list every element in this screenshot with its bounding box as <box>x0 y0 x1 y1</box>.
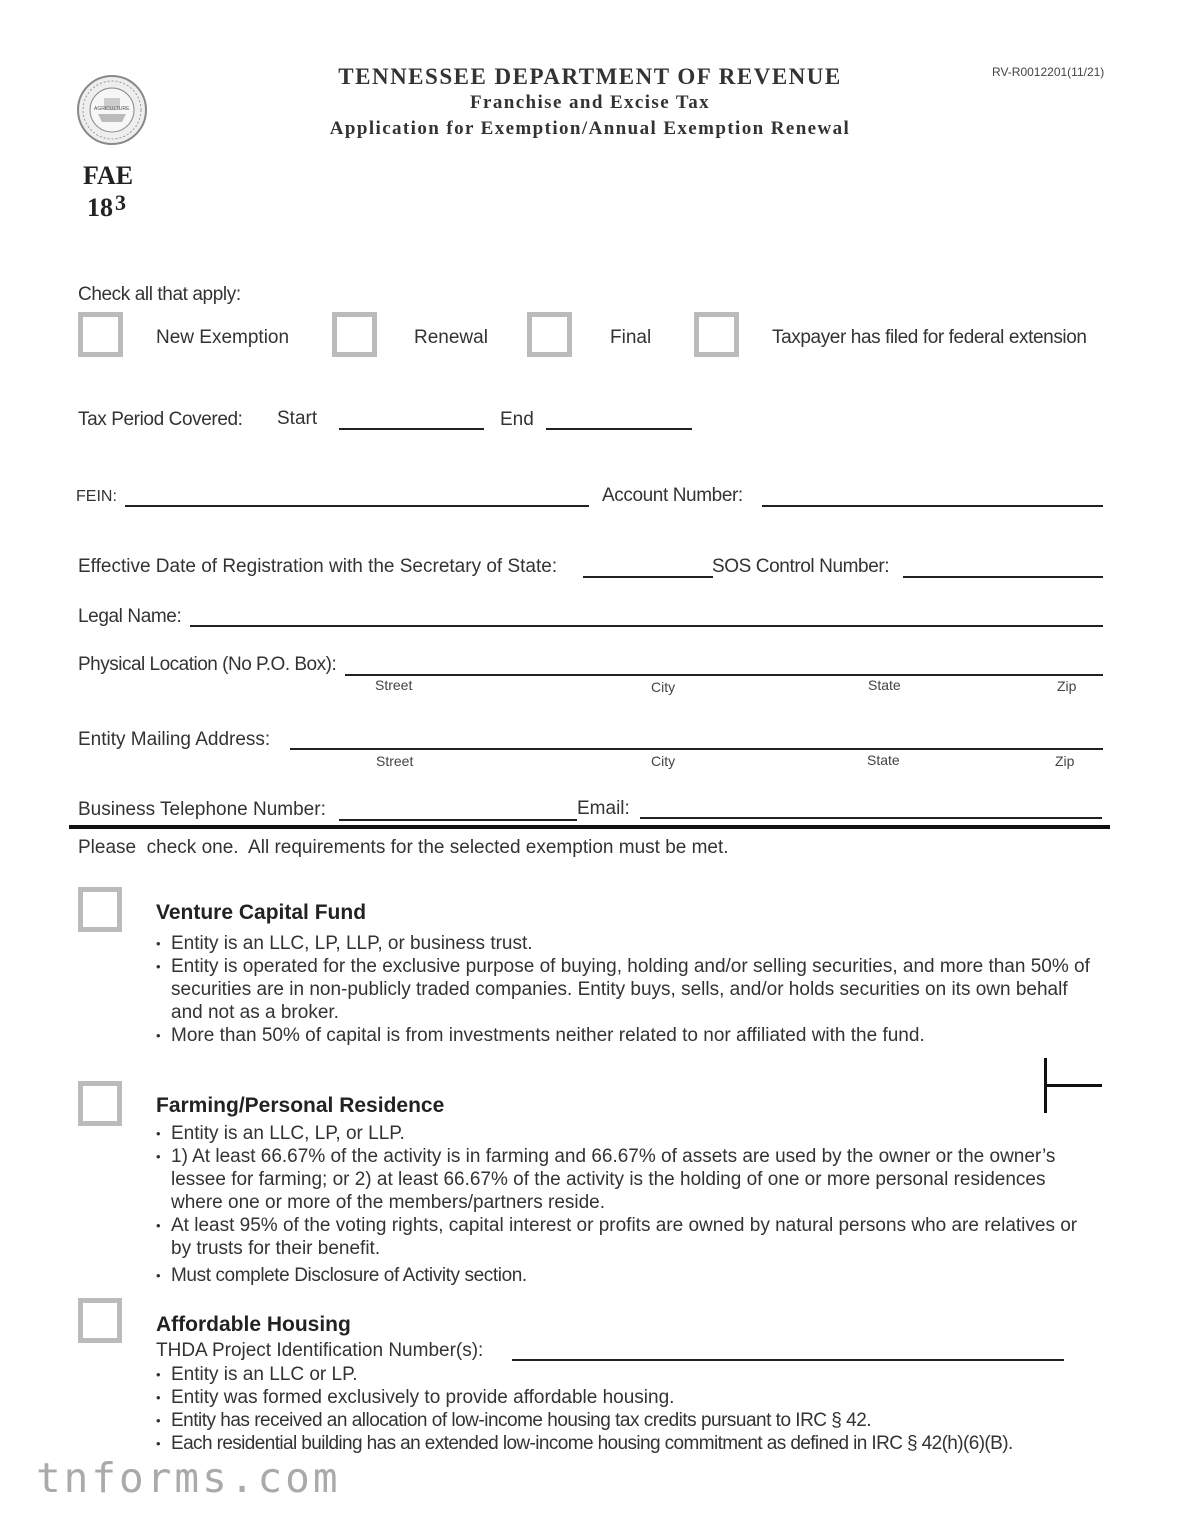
fein-label: FEIN: <box>76 488 117 505</box>
checkbox-affordable-housing[interactable] <box>78 1298 122 1343</box>
tax-period-start-field[interactable] <box>339 428 484 430</box>
option-renewal: Renewal <box>414 327 488 348</box>
checkbox-new-exemption[interactable] <box>78 312 123 357</box>
physical-location-label: Physical Location (No P.O. Box): <box>78 654 337 675</box>
venture-bullet: • Entity is operated for the exclusive purpose of buying, holding and/or selling securities, and more than 50% of securities are in non-publicly traded companies. Entity buys, sells, and/or holds securities on its own behalf and not as a broker. <box>156 955 1091 1024</box>
farming-residence-bullets <box>156 1122 1091 1287</box>
venture-bullet: • More than 50% of capital is from investments neither related to nor affiliated with the fund. <box>156 1024 1091 1047</box>
tax-period-label: Tax Period Covered: <box>78 409 243 430</box>
fein-field[interactable] <box>125 505 589 507</box>
registration-date-label: Effective Date of Registration with the Secretary of State: <box>78 556 558 577</box>
phone-field[interactable] <box>339 819 577 821</box>
form-code-sup: 3 <box>115 190 126 215</box>
form-code-line1: FAE <box>83 161 134 190</box>
crop-mark-horizontal <box>1044 1084 1102 1087</box>
registration-date-field[interactable] <box>583 576 713 578</box>
physical-location-field[interactable] <box>345 674 1103 676</box>
option-final: Final <box>610 327 652 348</box>
option-new-exemption: New Exemption <box>156 327 290 348</box>
affordable-housing-bullets <box>156 1363 1091 1455</box>
physical-street-caption: Street <box>375 677 413 693</box>
account-number-field[interactable] <box>762 505 1103 507</box>
farming-bullet: • Entity is an LLC, LP, or LLP. <box>156 1122 1091 1145</box>
housing-bullet: • Entity has received an allocation of low-income housing tax credits pursuant to IRC § 42. <box>156 1409 1091 1432</box>
tax-period-start-label: Start <box>277 408 318 429</box>
housing-bullet: • Entity was formed exclusively to provide affordable housing. <box>156 1386 1091 1409</box>
email-label: Email: <box>577 798 630 819</box>
venture-capital-title: Venture Capital Fund <box>156 901 367 924</box>
mailing-city-caption: City <box>651 753 676 769</box>
legal-name-label: Legal Name: <box>78 606 182 627</box>
affordable-housing-title: Affordable Housing <box>156 1313 351 1336</box>
seal-text: AGRICULTURE <box>94 106 130 112</box>
watermark: tnforms.com <box>36 1454 341 1502</box>
farming-residence-title: Farming/Personal Residence <box>156 1094 445 1117</box>
checkbox-final[interactable] <box>527 312 572 357</box>
housing-bullet: • Each residential building has an extended low-income housing commitment as defined in IRC § 42(h)(6)(B). <box>156 1432 1091 1455</box>
tax-period-end-field[interactable] <box>546 428 692 430</box>
mailing-address-label: Entity Mailing Address: <box>78 729 271 750</box>
section-divider <box>69 825 1110 829</box>
housing-bullet: • Entity is an LLC or LP. <box>156 1363 1091 1386</box>
checkbox-renewal[interactable] <box>332 312 377 357</box>
thda-field[interactable] <box>512 1359 1064 1361</box>
phone-label: Business Telephone Number: <box>78 799 326 820</box>
mailing-state-caption: State <box>867 752 900 768</box>
form-title: Application for Exemption/Annual Exemption Renewal <box>329 118 851 139</box>
sos-control-label: SOS Control Number: <box>712 556 890 577</box>
check-all-label: Check all that apply: <box>78 284 241 305</box>
checkbox-venture-capital[interactable] <box>78 887 122 932</box>
account-number-label: Account Number: <box>602 485 743 506</box>
form-subtitle: Franchise and Excise Tax <box>470 92 710 113</box>
venture-capital-bullets <box>156 932 1091 1047</box>
form-code-line2 <box>87 188 126 223</box>
venture-bullet: • Entity is an LLC, LP, LLP, or business trust. <box>156 932 1091 955</box>
form-number: RV-R0012201(11/21) <box>992 65 1105 79</box>
physical-zip-caption: Zip <box>1057 678 1077 694</box>
physical-city-caption: City <box>651 679 676 695</box>
thda-label: THDA Project Identification Number(s): <box>156 1340 484 1361</box>
form-code-number: 18 <box>87 193 113 222</box>
email-field[interactable] <box>640 817 1102 819</box>
mailing-street-caption: Street <box>376 753 414 769</box>
option-federal-extension: Taxpayer has filed for federal extension <box>772 327 1087 348</box>
checkbox-farming-residence[interactable] <box>78 1081 122 1126</box>
tax-period-end-label: End <box>500 409 534 430</box>
sos-control-field[interactable] <box>903 576 1103 578</box>
farming-bullet: • At least 95% of the voting rights, capital interest or profits are owned by natural persons who are relatives or by trusts for their benefit. <box>156 1214 1091 1260</box>
farming-bullet: • Must complete Disclosure of Activity section. <box>156 1264 1091 1287</box>
farming-bullet: • 1) At least 66.67% of the activity is in farming and 66.67% of assets are used by the owner or the owner’s lessee for farming; or 2) at least 66.67% of the activity is the holding of one or more personal residences where one or more of the members/partners reside. <box>156 1145 1091 1214</box>
mailing-zip-caption: Zip <box>1055 753 1075 769</box>
physical-state-caption: State <box>868 677 901 693</box>
agency-title: TENNESSEE DEPARTMENT OF REVENUE <box>338 64 842 89</box>
legal-name-field[interactable] <box>190 625 1103 627</box>
instructions: Please check one. All requirements for the selected exemption must be met. <box>78 837 729 858</box>
mailing-address-field[interactable] <box>290 748 1103 750</box>
checkbox-federal-extension[interactable] <box>694 312 739 357</box>
